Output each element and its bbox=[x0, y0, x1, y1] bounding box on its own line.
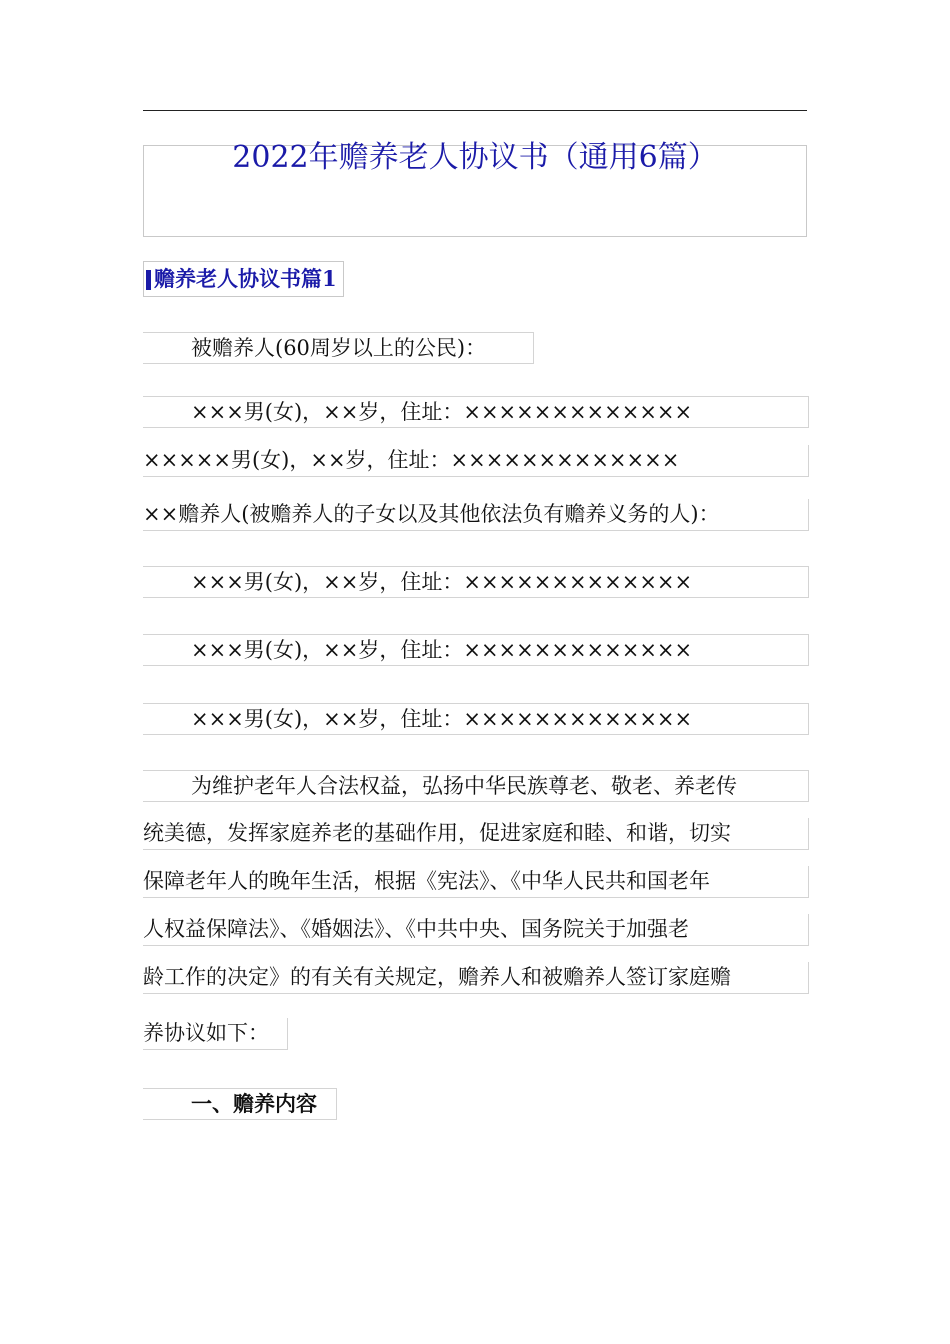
text-line: ××赡养人(被赡养人的子女以及其他依法负有赡养义务的人)： bbox=[143, 499, 809, 531]
paragraph-line: 保障老年人的晚年生活，根据《宪法》、《中华人民共和国老年 bbox=[143, 866, 809, 898]
text-line: ×××男(女)，××岁，住址：××××××××××××× bbox=[143, 634, 809, 666]
paragraph-line: 为维护老年人合法权益，弘扬中华民族尊老、敬老、养老传 bbox=[143, 770, 809, 802]
paragraph-line: 龄工作的决定》的有关有关规定，赡养人和被赡养人签订家庭赡 bbox=[143, 962, 809, 994]
text-line: ×××男(女)，××岁，住址：××××××××××××× bbox=[143, 566, 809, 598]
section-heading: 赡养老人协议书篇1 bbox=[143, 261, 344, 297]
text-line: ×××男(女)，××岁，住址：××××××××××××× bbox=[143, 703, 809, 735]
text-line: ×××××男(女)，××岁，住址：××××××××××××× bbox=[143, 445, 809, 477]
paragraph-line: 人权益保障法》、《婚姻法》、《中共中央、国务院关于加强老 bbox=[143, 914, 809, 946]
header-rule bbox=[143, 110, 807, 111]
text-line: ×××男(女)，××岁，住址：××××××××××××× bbox=[143, 396, 809, 428]
subheading: 一、赡养内容 bbox=[143, 1088, 337, 1120]
text-line: 被赡养人(60周岁以上的公民)： bbox=[143, 332, 534, 364]
paragraph-line: 统美德，发挥家庭养老的基础作用，促进家庭和睦、和谐，切实 bbox=[143, 818, 809, 850]
paragraph-line: 养协议如下： bbox=[143, 1018, 288, 1050]
document-title: 2022年赡养老人协议书（通用6篇） bbox=[232, 140, 718, 175]
